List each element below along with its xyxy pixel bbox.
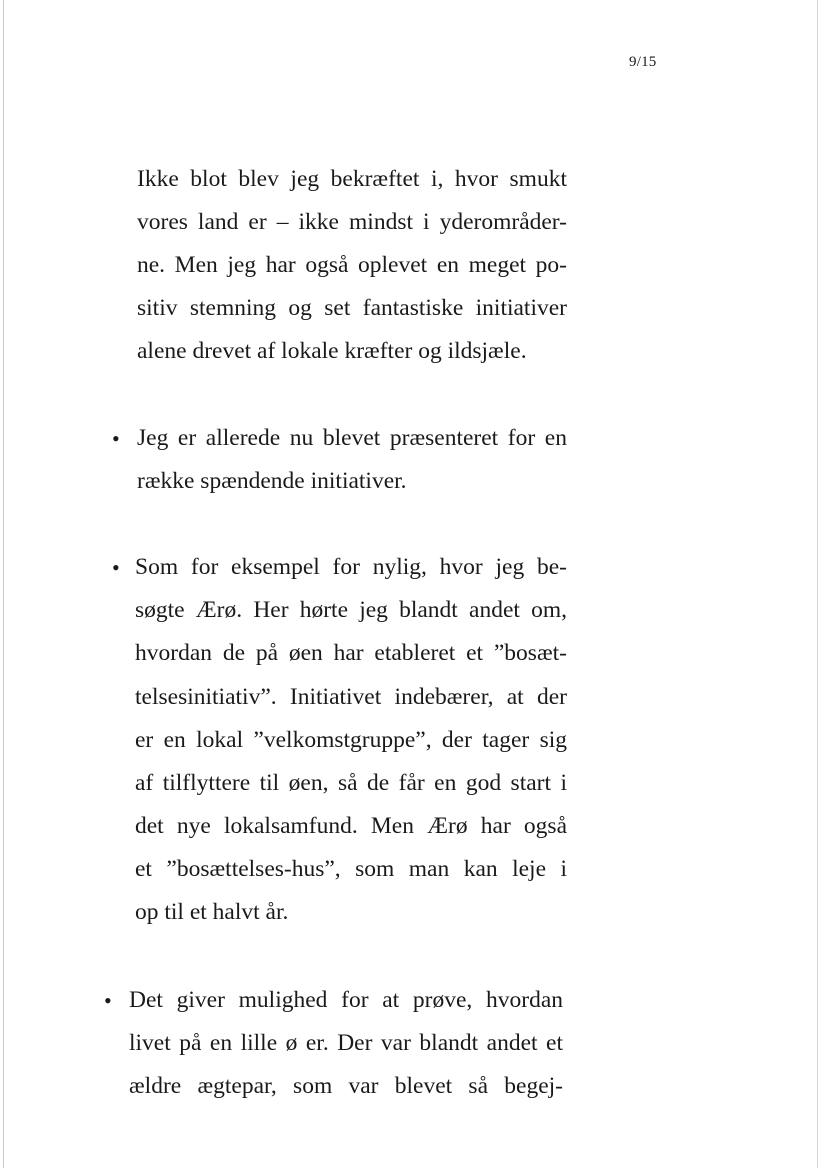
bullet-line: det nye lokalsamfund. Men Ærø har også	[135, 813, 567, 839]
bullet-line: søgte Ærø. Her hørte jeg blandt andet om,	[135, 597, 567, 623]
bullet-line: er en lokal ”velkomstgruppe”, der tager sig	[135, 727, 567, 753]
bullet-line: Det giver mulighed for at prøve, hvordan	[129, 987, 563, 1013]
bullet-line: Som for eksempel for nylig, hvor jeg be-	[135, 554, 567, 580]
bullet-marker: •	[112, 426, 120, 451]
bullet-line: hvordan de på øen har etableret et ”bosæt-	[135, 640, 567, 666]
bullet-line: et ”bosættelses-hus”, som man kan leje i	[135, 856, 567, 882]
paragraph-line: ne. Men jeg har også oplevet en meget po-	[137, 252, 567, 278]
bullet-line: op til et halvt år.	[135, 899, 289, 925]
bullet-marker: •	[104, 988, 112, 1013]
bullet-line: Jeg er allerede nu blevet præsenteret for en	[137, 425, 567, 451]
bullet-marker: •	[112, 555, 120, 580]
bullet-line: telsesinitiativ”. Initiativet indebærer, at der	[135, 684, 567, 710]
paragraph-line: sitiv stemning og set fantastiske initiativer	[137, 295, 567, 321]
paragraph-line: alene drevet af lokale kræfter og ildsjæle.	[137, 338, 527, 364]
bullet-line: af tilflyttere til øen, så de får en god start i	[135, 770, 567, 796]
bullet-line: række spændende initiativer.	[137, 468, 407, 494]
paragraph-line: vores land er – ikke mindst i yderområder-	[137, 209, 567, 235]
scan-edge-right	[817, 0, 818, 1168]
bullet-line: livet på en lille ø er. Der var blandt andet et	[129, 1030, 563, 1056]
bullet-line: ældre ægtepar, som var blevet så begej-	[129, 1073, 563, 1099]
page-number: 9/15	[629, 54, 657, 70]
scan-edge-left	[3, 0, 4, 1168]
paragraph-line: Ikke blot blev jeg bekræftet i, hvor smukt	[137, 166, 567, 192]
